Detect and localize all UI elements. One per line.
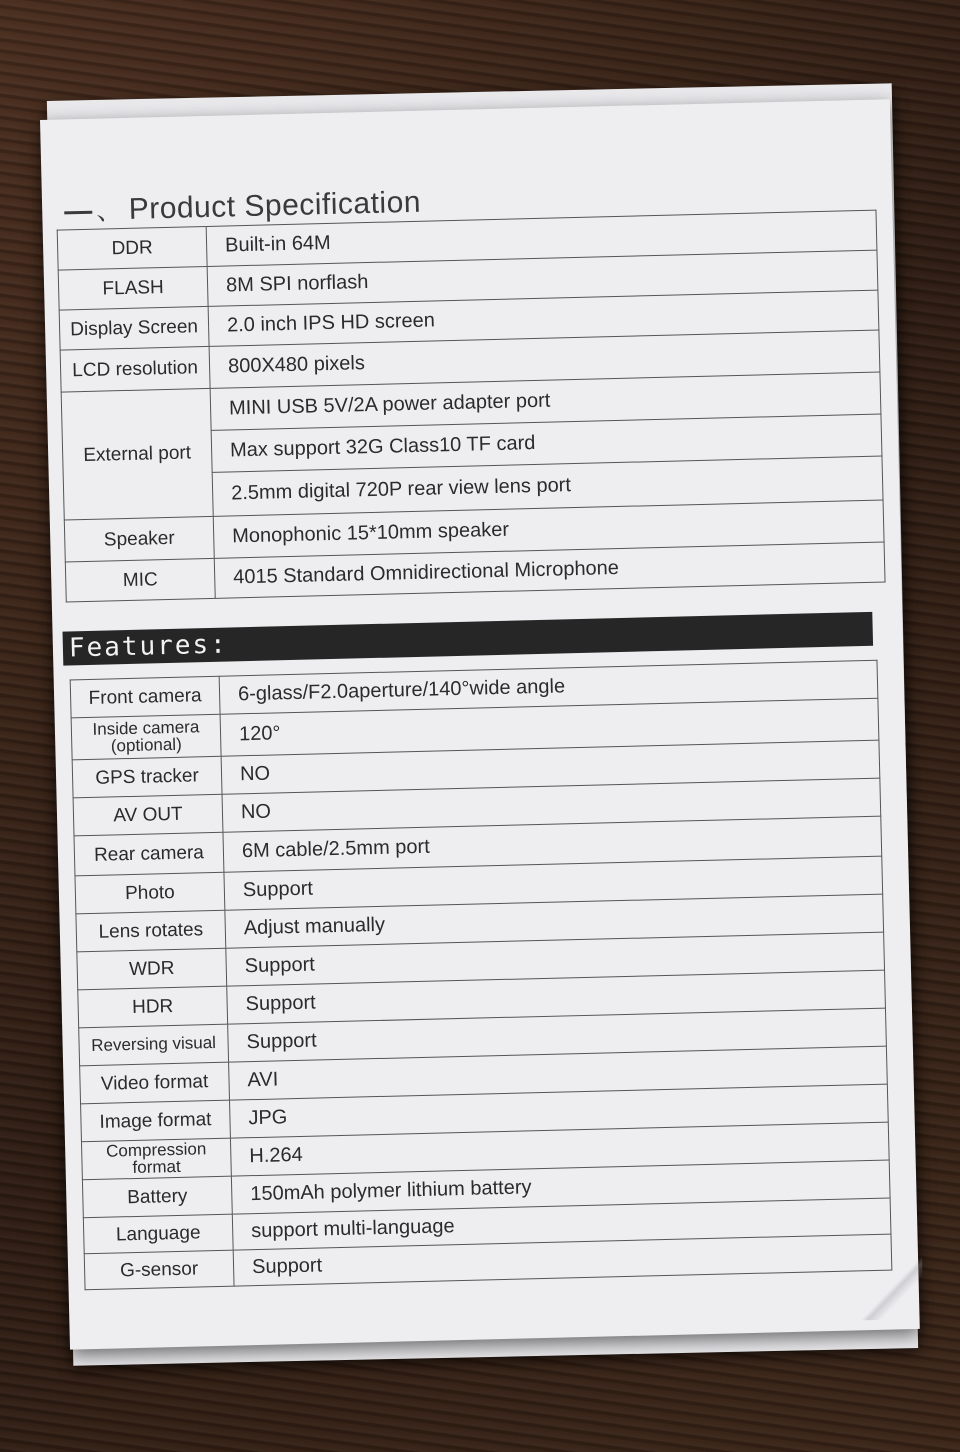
feature-value: Support bbox=[233, 1234, 892, 1286]
feature-value: NO bbox=[222, 778, 881, 832]
feature-value: Adjust manually bbox=[225, 894, 884, 948]
feature-value: Support bbox=[228, 1008, 887, 1062]
feature-label: HDR bbox=[78, 986, 228, 1028]
feature-value: H.264 bbox=[230, 1122, 889, 1176]
features-heading-bar: Features: bbox=[63, 612, 874, 666]
spec-label: DDR bbox=[57, 226, 207, 270]
spec-value: Max support 32G Class10 TF card bbox=[211, 414, 882, 472]
feature-label: Lens rotates bbox=[76, 910, 226, 952]
spec-value: 4015 Standard Omnidirectional Microphone bbox=[214, 542, 885, 598]
spec-label: Speaker bbox=[64, 516, 214, 562]
spec-value: Built-in 64M bbox=[206, 210, 877, 266]
spec-value: MINI USB 5V/2A power adapter port bbox=[210, 372, 881, 430]
spec-value: 800X480 pixels bbox=[209, 330, 880, 388]
features-table bbox=[70, 660, 893, 1291]
feature-label: WDR bbox=[77, 948, 227, 990]
heading-text: Product Specification bbox=[128, 185, 422, 226]
feature-value: 6-glass/F2.0aperture/140°wide angle bbox=[219, 660, 878, 714]
heading-comma-mark: 、 bbox=[95, 195, 124, 226]
spec-label: MIC bbox=[65, 558, 215, 602]
feature-value: Support bbox=[227, 970, 886, 1024]
feature-value: JPG bbox=[230, 1084, 889, 1138]
feature-value: Support bbox=[224, 856, 883, 910]
feature-label: AV OUT bbox=[73, 794, 223, 836]
feature-label: GPS tracker bbox=[72, 756, 222, 798]
feature-label: G-sensor bbox=[84, 1250, 234, 1290]
feature-label: Language bbox=[83, 1214, 233, 1254]
feature-value: support multi-language bbox=[232, 1198, 891, 1250]
spec-sheet-paper bbox=[40, 99, 920, 1349]
spec-label: FLASH bbox=[58, 266, 208, 310]
feature-value: AVI bbox=[229, 1046, 888, 1100]
paper-crease bbox=[852, 1249, 924, 1321]
feature-label: Photo bbox=[75, 872, 225, 914]
feature-label: Compression format bbox=[81, 1138, 231, 1180]
feature-value: 150mAh polymer lithium battery bbox=[231, 1160, 890, 1214]
feature-label: Rear camera bbox=[74, 832, 224, 876]
feature-label: Reversing visual bbox=[79, 1024, 229, 1066]
spec-table bbox=[57, 210, 886, 603]
spec-value: 2.0 inch IPS HD screen bbox=[208, 290, 879, 346]
spec-value: Monophonic 15*10mm speaker bbox=[213, 500, 884, 558]
feature-label: Battery bbox=[82, 1176, 232, 1218]
feature-label: Image format bbox=[81, 1100, 231, 1142]
feature-label: Inside camera (optional) bbox=[71, 714, 221, 760]
spec-value: 8M SPI norflash bbox=[207, 250, 878, 306]
feature-label: Video format bbox=[80, 1062, 230, 1104]
feature-value: 6M cable/2.5mm port bbox=[223, 816, 882, 872]
spec-label: Display Screen bbox=[59, 306, 209, 350]
spec-value: 2.5mm digital 720P rear view lens port bbox=[212, 456, 883, 516]
heading-dash-mark bbox=[64, 210, 92, 214]
spec-label: External port bbox=[61, 388, 213, 520]
feature-value: 120° bbox=[220, 698, 879, 756]
feature-value: Support bbox=[226, 932, 885, 986]
feature-label: Front camera bbox=[70, 676, 220, 718]
spec-label: LCD resolution bbox=[60, 346, 210, 392]
feature-value: NO bbox=[221, 740, 880, 794]
